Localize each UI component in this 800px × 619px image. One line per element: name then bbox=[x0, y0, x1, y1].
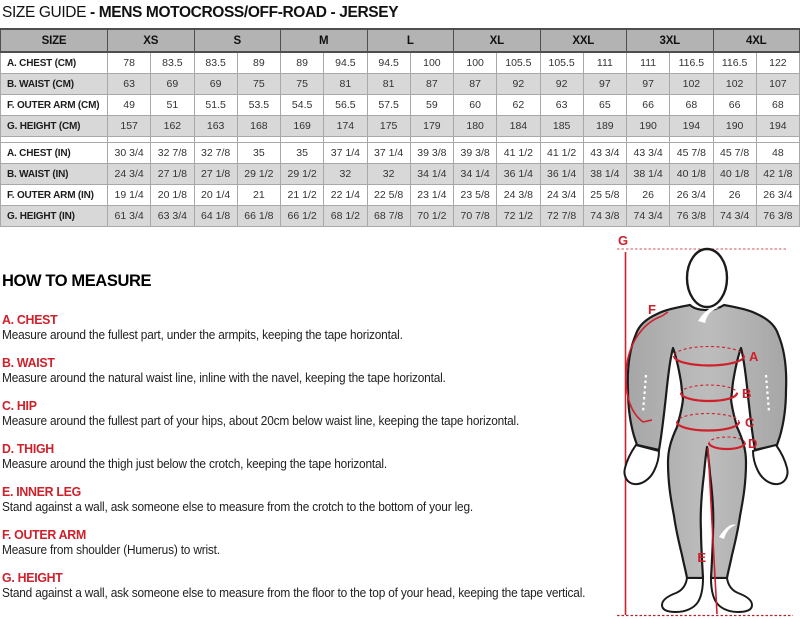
table-row bbox=[1, 52, 800, 74]
size-column-header: XS bbox=[108, 29, 195, 52]
measure-text: Measure around the fullest part of your hips, about 20cm below waist line, keeping the tape horizontal. bbox=[2, 414, 520, 428]
size-value-cell: 19 1/4 bbox=[108, 185, 151, 206]
size-column-header: 3XL bbox=[627, 29, 714, 52]
size-value-cell: 100 bbox=[410, 52, 453, 74]
measure-text: Stand against a wall, ask someone else to measure from the floor to the top of your head, keeping the tape vertical. bbox=[2, 586, 586, 600]
table-row bbox=[1, 164, 800, 185]
size-value-cell: 168 bbox=[237, 116, 280, 137]
measure-item bbox=[2, 527, 662, 558]
size-value-cell: 66 1/8 bbox=[237, 206, 280, 227]
size-value-cell: 102 bbox=[670, 74, 713, 95]
body-diagram bbox=[610, 228, 800, 619]
g-label: G bbox=[618, 233, 629, 248]
measure-list bbox=[2, 312, 662, 601]
page-title-regular: SIZE GUIDE bbox=[2, 4, 91, 21]
size-value-cell: 116.5 bbox=[670, 52, 713, 74]
size-value-cell: 21 bbox=[237, 185, 280, 206]
size-value-cell: 32 7/8 bbox=[194, 143, 237, 164]
glove-left bbox=[624, 445, 659, 484]
measure-label: B. WAIST bbox=[2, 355, 55, 370]
size-column-header: L bbox=[367, 29, 454, 52]
size-value-cell: 37 1/4 bbox=[367, 143, 410, 164]
size-value-cell: 21 1/2 bbox=[281, 185, 324, 206]
size-value-cell: 83.5 bbox=[151, 52, 194, 74]
measure-text: Measure around the fullest part, under the armpits, keeping the tape horizontal. bbox=[2, 328, 403, 342]
size-value-cell: 163 bbox=[194, 116, 237, 137]
size-value-cell: 26 bbox=[627, 185, 670, 206]
size-table-header-row bbox=[1, 29, 800, 52]
body-suit bbox=[628, 305, 786, 578]
size-value-cell: 57.5 bbox=[367, 95, 410, 116]
measure-item bbox=[2, 312, 662, 343]
size-value-cell: 76 3/8 bbox=[670, 206, 713, 227]
size-value-cell: 75 bbox=[237, 74, 280, 95]
size-value-cell: 87 bbox=[410, 74, 453, 95]
size-value-cell: 30 3/4 bbox=[108, 143, 151, 164]
table-row bbox=[1, 185, 800, 206]
size-value-cell: 83.5 bbox=[194, 52, 237, 74]
size-value-cell: 29 1/2 bbox=[237, 164, 280, 185]
page-title-bold: - MENS MOTOCROSS/OFF-ROAD - JERSEY bbox=[90, 4, 399, 21]
size-value-cell: 72 7/8 bbox=[540, 206, 583, 227]
table-row bbox=[1, 206, 800, 227]
size-value-cell: 32 bbox=[367, 164, 410, 185]
b-label: B bbox=[742, 386, 752, 401]
size-value-cell: 49 bbox=[108, 95, 151, 116]
size-value-cell: 29 1/2 bbox=[281, 164, 324, 185]
size-value-cell: 60 bbox=[454, 95, 497, 116]
size-value-cell: 89 bbox=[237, 52, 280, 74]
measure-item bbox=[2, 355, 662, 386]
size-value-cell: 43 3/4 bbox=[583, 143, 626, 164]
size-value-cell: 38 1/4 bbox=[627, 164, 670, 185]
size-value-cell: 169 bbox=[281, 116, 324, 137]
size-value-cell: 45 7/8 bbox=[670, 143, 713, 164]
size-value-cell: 69 bbox=[151, 74, 194, 95]
table-row bbox=[1, 143, 800, 164]
size-value-cell: 51.5 bbox=[194, 95, 237, 116]
size-value-cell: 26 3/4 bbox=[670, 185, 713, 206]
size-value-cell: 72 1/2 bbox=[497, 206, 540, 227]
size-value-cell: 74 3/4 bbox=[713, 206, 756, 227]
size-value-cell: 97 bbox=[627, 74, 670, 95]
size-value-cell: 24 3/4 bbox=[540, 185, 583, 206]
size-value-cell: 92 bbox=[540, 74, 583, 95]
size-value-cell: 97 bbox=[583, 74, 626, 95]
measure-label: F. OUTER ARM bbox=[2, 527, 86, 542]
size-value-cell: 190 bbox=[627, 116, 670, 137]
size-value-cell: 74 3/4 bbox=[627, 206, 670, 227]
row-label: G. HEIGHT (CM) bbox=[1, 116, 108, 137]
table-row bbox=[1, 74, 800, 95]
size-value-cell: 69 bbox=[194, 74, 237, 95]
size-value-cell: 64 1/8 bbox=[194, 206, 237, 227]
size-value-cell: 179 bbox=[410, 116, 453, 137]
measure-text: Measure from shoulder (Humerus) to wrist. bbox=[2, 543, 220, 557]
size-value-cell: 32 bbox=[324, 164, 367, 185]
size-value-cell: 40 1/8 bbox=[713, 164, 756, 185]
size-value-cell: 36 1/4 bbox=[497, 164, 540, 185]
size-value-cell: 26 bbox=[713, 185, 756, 206]
size-value-cell: 63 bbox=[540, 95, 583, 116]
size-value-cell: 70 7/8 bbox=[454, 206, 497, 227]
size-value-cell: 65 bbox=[583, 95, 626, 116]
head bbox=[687, 249, 727, 307]
size-value-cell: 23 5/8 bbox=[454, 185, 497, 206]
d-label: D bbox=[748, 436, 758, 451]
size-value-cell: 59 bbox=[410, 95, 453, 116]
measure-text: Stand against a wall, ask someone else to measure from the crotch to the bottom of your leg. bbox=[2, 500, 473, 514]
c-label: C bbox=[745, 415, 755, 430]
size-value-cell: 157 bbox=[108, 116, 151, 137]
foot-left bbox=[662, 578, 703, 612]
size-value-cell: 76 3/8 bbox=[756, 206, 799, 227]
size-value-cell: 27 1/8 bbox=[194, 164, 237, 185]
measure-text: Measure around the thigh just below the crotch, keeping the tape horizontal. bbox=[2, 457, 387, 471]
size-value-cell: 35 bbox=[281, 143, 324, 164]
size-value-cell: 54.5 bbox=[281, 95, 324, 116]
measure-text: Measure around the natural waist line, inline with the navel, keeping the tape horizontal. bbox=[2, 371, 446, 385]
size-value-cell: 41 1/2 bbox=[497, 143, 540, 164]
glove-right bbox=[753, 445, 788, 484]
size-value-cell: 89 bbox=[281, 52, 324, 74]
size-value-cell: 105.5 bbox=[540, 52, 583, 74]
measure-item bbox=[2, 484, 662, 515]
table-row bbox=[1, 95, 800, 116]
size-value-cell: 26 3/4 bbox=[756, 185, 799, 206]
size-value-cell: 70 1/2 bbox=[410, 206, 453, 227]
size-value-cell: 53.5 bbox=[237, 95, 280, 116]
size-value-cell: 24 3/4 bbox=[108, 164, 151, 185]
size-value-cell: 68 7/8 bbox=[367, 206, 410, 227]
row-label: F. OUTER ARM (CM) bbox=[1, 95, 108, 116]
size-value-cell: 63 bbox=[108, 74, 151, 95]
size-value-cell: 37 1/4 bbox=[324, 143, 367, 164]
size-value-cell: 25 5/8 bbox=[583, 185, 626, 206]
size-value-cell: 39 3/8 bbox=[410, 143, 453, 164]
measure-label: D. THIGH bbox=[2, 441, 54, 456]
size-value-cell: 41 1/2 bbox=[540, 143, 583, 164]
size-value-cell: 22 1/4 bbox=[324, 185, 367, 206]
size-value-cell: 116.5 bbox=[713, 52, 756, 74]
size-value-cell: 66 bbox=[713, 95, 756, 116]
size-value-cell: 78 bbox=[108, 52, 151, 74]
size-value-cell: 56.5 bbox=[324, 95, 367, 116]
how-to-measure-section bbox=[2, 271, 662, 613]
a-label: A bbox=[749, 349, 759, 364]
measure-label: C. HIP bbox=[2, 398, 37, 413]
size-value-cell: 27 1/8 bbox=[151, 164, 194, 185]
size-value-cell: 92 bbox=[497, 74, 540, 95]
size-value-cell: 36 1/4 bbox=[540, 164, 583, 185]
row-label: F. OUTER ARM (IN) bbox=[1, 185, 108, 206]
size-value-cell: 190 bbox=[713, 116, 756, 137]
how-to-measure-title: HOW TO MEASURE bbox=[2, 271, 152, 290]
size-value-cell: 185 bbox=[540, 116, 583, 137]
measure-label: G. HEIGHT bbox=[2, 570, 63, 585]
size-value-cell: 66 bbox=[627, 95, 670, 116]
size-column-header: XXL bbox=[540, 29, 627, 52]
row-label: B. WAIST (IN) bbox=[1, 164, 108, 185]
size-value-cell: 184 bbox=[497, 116, 540, 137]
size-value-cell: 180 bbox=[454, 116, 497, 137]
f-label: F bbox=[648, 302, 656, 317]
size-value-cell: 68 bbox=[670, 95, 713, 116]
size-value-cell: 45 7/8 bbox=[713, 143, 756, 164]
size-value-cell: 48 bbox=[756, 143, 799, 164]
measure-item bbox=[2, 570, 662, 601]
size-value-cell: 94.5 bbox=[324, 52, 367, 74]
size-value-cell: 105.5 bbox=[497, 52, 540, 74]
row-label: B. WAIST (CM) bbox=[1, 74, 108, 95]
size-value-cell: 175 bbox=[367, 116, 410, 137]
size-value-cell: 42 1/8 bbox=[756, 164, 799, 185]
size-column-header: M bbox=[281, 29, 368, 52]
size-value-cell: 39 3/8 bbox=[454, 143, 497, 164]
size-value-cell: 107 bbox=[756, 74, 799, 95]
size-value-cell: 68 1/2 bbox=[324, 206, 367, 227]
measure-label: A. CHEST bbox=[2, 312, 58, 327]
size-value-cell: 87 bbox=[454, 74, 497, 95]
size-value-cell: 34 1/4 bbox=[454, 164, 497, 185]
size-value-cell: 68 bbox=[756, 95, 799, 116]
page-title bbox=[2, 4, 398, 22]
row-label: A. CHEST (CM) bbox=[1, 52, 108, 74]
size-value-cell: 174 bbox=[324, 116, 367, 137]
size-corner-header: SIZE bbox=[1, 29, 108, 52]
size-value-cell: 66 1/2 bbox=[281, 206, 324, 227]
size-value-cell: 63 3/4 bbox=[151, 206, 194, 227]
e-label: E bbox=[697, 550, 706, 565]
size-value-cell: 189 bbox=[583, 116, 626, 137]
size-value-cell: 38 1/4 bbox=[583, 164, 626, 185]
row-label: G. HEIGHT (IN) bbox=[1, 206, 108, 227]
size-value-cell: 22 5/8 bbox=[367, 185, 410, 206]
size-value-cell: 194 bbox=[756, 116, 799, 137]
size-value-cell: 20 1/4 bbox=[194, 185, 237, 206]
size-value-cell: 61 3/4 bbox=[108, 206, 151, 227]
size-value-cell: 111 bbox=[627, 52, 670, 74]
size-column-header: 4XL bbox=[713, 29, 800, 52]
size-value-cell: 94.5 bbox=[367, 52, 410, 74]
size-value-cell: 20 1/8 bbox=[151, 185, 194, 206]
size-value-cell: 40 1/8 bbox=[670, 164, 713, 185]
size-value-cell: 111 bbox=[583, 52, 626, 74]
size-value-cell: 81 bbox=[324, 74, 367, 95]
size-value-cell: 43 3/4 bbox=[627, 143, 670, 164]
size-value-cell: 122 bbox=[756, 52, 799, 74]
size-value-cell: 75 bbox=[281, 74, 324, 95]
table-row bbox=[1, 116, 800, 137]
measure-item bbox=[2, 441, 662, 472]
size-value-cell: 194 bbox=[670, 116, 713, 137]
size-value-cell: 100 bbox=[454, 52, 497, 74]
size-value-cell: 23 1/4 bbox=[410, 185, 453, 206]
size-value-cell: 62 bbox=[497, 95, 540, 116]
size-value-cell: 51 bbox=[151, 95, 194, 116]
size-value-cell: 102 bbox=[713, 74, 756, 95]
row-label: A. CHEST (IN) bbox=[1, 143, 108, 164]
size-value-cell: 24 3/8 bbox=[497, 185, 540, 206]
size-value-cell: 35 bbox=[237, 143, 280, 164]
size-value-cell: 32 7/8 bbox=[151, 143, 194, 164]
size-value-cell: 74 3/8 bbox=[583, 206, 626, 227]
size-value-cell: 162 bbox=[151, 116, 194, 137]
size-column-header: XL bbox=[454, 29, 541, 52]
measure-item bbox=[2, 398, 662, 429]
size-table-body bbox=[1, 52, 800, 227]
size-column-header: S bbox=[194, 29, 281, 52]
measure-label: E. INNER LEG bbox=[2, 484, 81, 499]
size-value-cell: 81 bbox=[367, 74, 410, 95]
size-value-cell: 34 1/4 bbox=[410, 164, 453, 185]
size-table bbox=[0, 28, 800, 227]
